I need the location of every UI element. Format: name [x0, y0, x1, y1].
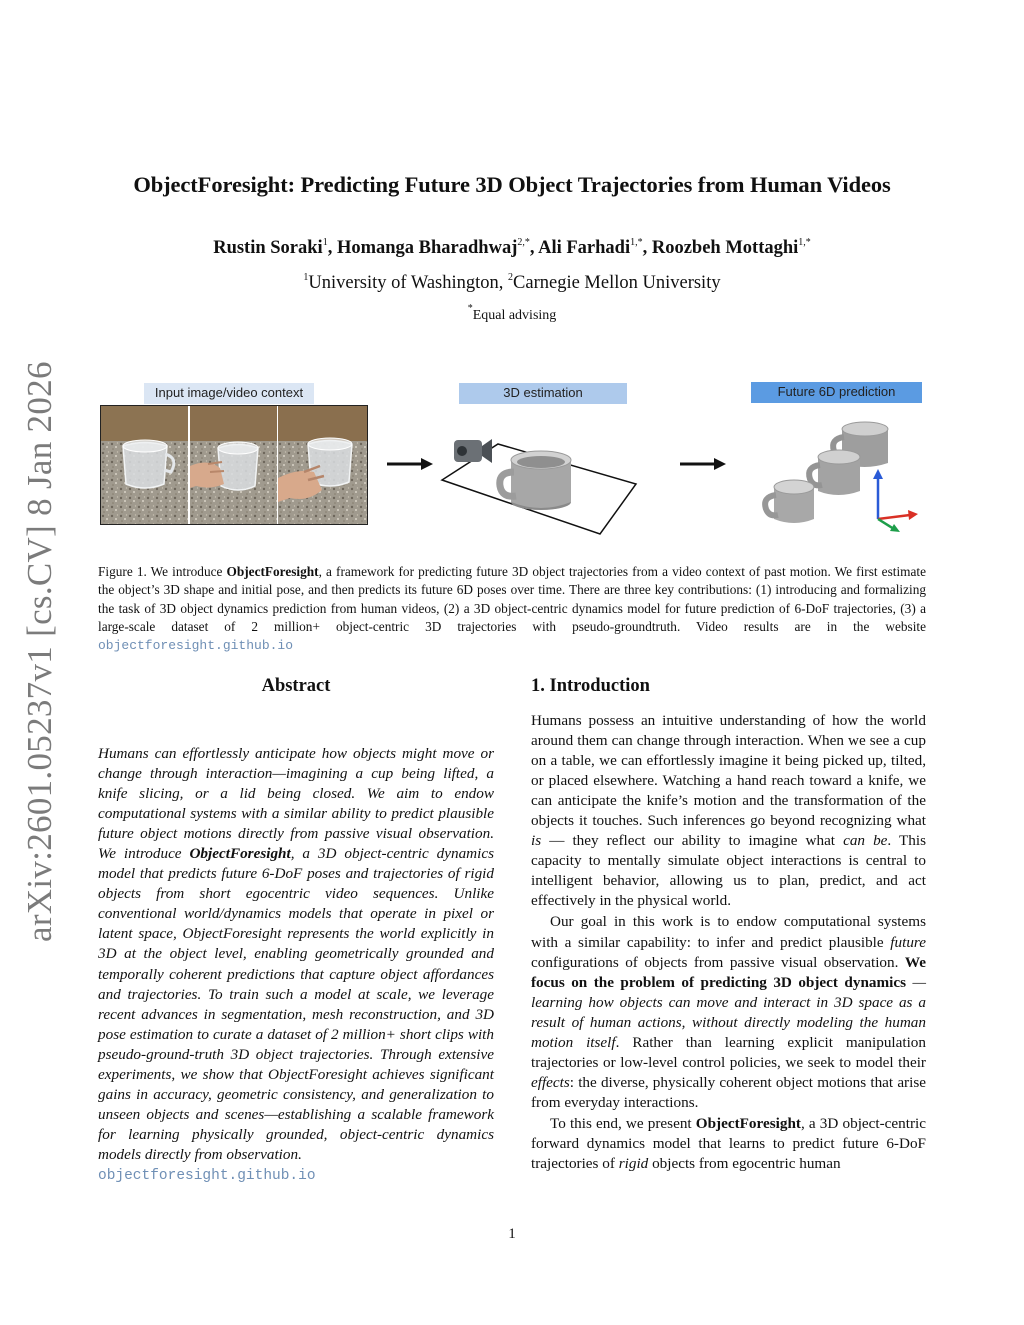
mug-future-pose-1: [765, 480, 814, 523]
paragraph: Humans possess an intuitive understanding of how the world around them can change through interaction. When we see a cup on a table, we can effortlessly imagine it being picked up, tilted, or placed elsewhere. Watching a hand reach toward a knife, we can anticipate the knife’s motion and the transformation of the objects it touches. Such inferences go beyond recognizing what is — they reflect our ability to imagine what can be. This capacity to mentally simulate object interactions is central to intelligent behavior, allowing us to plan, predict, and act effectively in the physical world.: [531, 712, 927, 910]
author-name: Homanga Bharadhwaj: [336, 238, 518, 258]
figure-caption: Figure 1. We introduce ObjectForesight, a framework for predicting future 3D object trajectories from a video context of past motion. We first estimate the object’s 3D shape and initial pose, and then predicts its future 6D poses over time. There are three key contributions: (1) introducing and formalizing the task of 3D object dynamics prediction from human videos, (2) a 3D object-centric dynamics model for future prediction of 6-DoF trajectories, (3) a large-scale dataset of 2 million+ object-centric 3D trajectories with pseudo-groundtruth. Video results are in the website objectforesight.github.io: [98, 564, 926, 654]
arxiv-stamp: arXiv:2601.05237v1 [cs.CV] 8 Jan 2026: [20, 361, 59, 942]
project-website-link[interactable]: objectforesight.github.io: [98, 1167, 316, 1184]
affiliation-2: Carnegie Mellon University: [513, 273, 721, 293]
xyz-axes-icon: [873, 469, 918, 532]
arrow-right-icon: [385, 456, 435, 472]
mug-future-pose-2: [809, 450, 860, 495]
introduction-text: [531, 711, 926, 1174]
figure-label-3d-estimation: 3D estimation: [459, 383, 627, 404]
affiliation-1: University of Washington,: [308, 273, 504, 293]
arrow-right-icon: [678, 456, 728, 472]
paragraph: Our goal in this work is to endow computational systems with a similar capability: to infer and predict plausible future configurations of objects from passive visual observation. We focus on the problem of predicting 3D object dynamics — learning how objects can move and interact in 3D space as a result of human actions, without directly modeling the human motion itself. Rather than learning explicit manipulation trajectories or low-level control policies, we seek to model their effects: the diverse, physically coherent object motions that arise from everyday interactions.: [531, 913, 926, 1111]
figure-label-future-prediction: Future 6D prediction: [751, 382, 922, 403]
abstract-text: Humans can effortlessly anticipate how objects might move or change through interaction—imagining a cup being lifted, a knife slicing, or a lid being closed. We aim to endow computational systems with a similar ability to predict plausible future object motions directly from passive visual observation. We introduce ObjectForesight, a 3D object-centric dynamics model that predicts future 6-DoF poses and trajectories of rigid objects from short egocentric video sequences. Unlike conventional world/dynamics models that operate in pixel or latent space, ObjectForesight represents the world explicitly in 3D at the object level, enabling geometrically grounded and temporally coherent predictions that capture object affordances and trajectories. To train such a model at scale, we leverage recent advances in segmentation, mesh reconstruction, and 3D pose estimation to curate a dataset of 2 million+ short clips with pseudo-ground-truth 3D object trajectories. Through extensive experiments, we show that ObjectForesight achieves significant gains in accuracy, geometric consistency, and generalization to unseen objects and scenes—establishing a scalable framework for learning physically grounded, object-centric dynamics models directly from observation. objectforesight.github.io: [98, 745, 494, 1184]
author-affil-mark: 1,*: [798, 237, 811, 248]
video-frame-3: [277, 406, 365, 524]
author-affil-mark: 1: [322, 237, 328, 248]
author-list: Rustin Soraki$^1$, Homanga Bharadhwaj$^{2,*}$, Ali Farhadi$^{1,*}$, Roozbeh Mottaghi$^{1,*}$: [213, 237, 811, 258]
paper-title: ObjectForesight: Predicting Future 3D Object Trajectories from Human Videos: [133, 172, 891, 197]
author-affil-mark: 1,*: [630, 237, 643, 248]
abstract-heading: Abstract: [261, 676, 331, 696]
equal-advising-note: *Equal advising: [467, 303, 557, 323]
affiliations: $^1$University of Washington, $^2$Carnegie Mellon University: [303, 272, 721, 293]
author-affil-mark: 2,*: [517, 237, 530, 248]
introduction-heading: 1. Introduction: [531, 676, 650, 696]
video-frame-1: [101, 406, 188, 524]
3d-estimation-scene: [440, 420, 650, 540]
author-name: Rustin Soraki: [213, 238, 323, 258]
future-6d-prediction-scene: [752, 415, 932, 540]
page-number: 1: [508, 1226, 516, 1242]
figure-label-input: Input image/video context: [144, 383, 314, 404]
project-website-link[interactable]: objectforesight.github.io: [98, 638, 294, 654]
author-name: Ali Farhadi: [538, 238, 631, 258]
paragraph: To this end, we present ObjectForesight, a 3D object-centric forward dynamics model that learns to predict future 6-DoF trajectories of rigid objects from egocentric human: [531, 1114, 926, 1173]
author-name: Roozbeh Mottaghi: [651, 238, 799, 258]
video-frame-2: [189, 406, 277, 524]
input-video-frames: [100, 405, 368, 525]
